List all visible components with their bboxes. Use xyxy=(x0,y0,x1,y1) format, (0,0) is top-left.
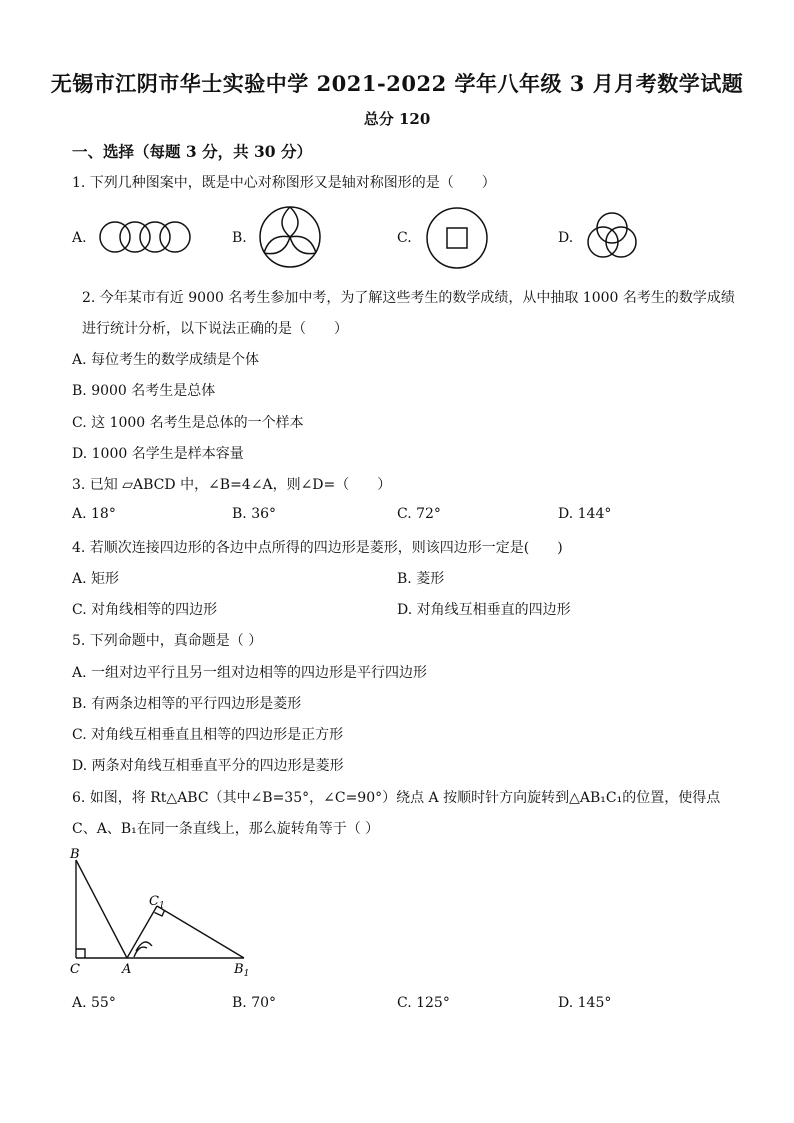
q1-option-d-figure xyxy=(585,210,639,260)
q4-option-c: C. 对角线相等的四边形 xyxy=(72,602,218,618)
q6-option-d: D. 145° xyxy=(558,995,612,1011)
q6-option-a: A. 55° xyxy=(72,995,116,1011)
q5-stem: 5. 下列命题中，真命题是（ ） xyxy=(72,633,263,649)
q6-option-c: C. 125° xyxy=(397,995,450,1011)
q5-option-a: A. 一组对边平行且另一组对边相等的四边形是平行四边形 xyxy=(72,665,428,681)
q6-rotation-figure xyxy=(64,845,264,980)
q4-option-d: D. 对角线互相垂直的四边形 xyxy=(397,602,571,618)
label-c1: $C_1$ xyxy=(149,894,165,911)
q1-option-a-figure xyxy=(98,218,192,258)
q2-option-a: A. 每位考生的数学成绩是个体 xyxy=(72,352,260,368)
q4-option-b: B. 菱形 xyxy=(397,571,445,587)
q2-option-b: B. 9000 名考生是总体 xyxy=(72,383,216,399)
q3-option-b: B. 36° xyxy=(232,506,277,522)
label-b1: $B_1$ xyxy=(234,962,250,979)
q1-option-a-label: A. xyxy=(72,230,87,246)
q1-option-b-label: B. xyxy=(232,230,247,246)
q1-option-d-label: D. xyxy=(558,230,574,246)
q6-stem-line1: 6. 如图，将 Rt△ABC（其中∠B=35°，∠C=90°）绕点 A 按顺时针方向旋转到△AB₁C₁的位置，使得点 xyxy=(72,790,721,806)
q1-option-c-figure xyxy=(424,206,490,270)
q3-option-d: D. 144° xyxy=(558,506,612,522)
q2-option-d: D. 1000 名学生是样本容量 xyxy=(72,446,244,462)
section-heading: 一、选择（每题 3 分，共 30 分） xyxy=(72,142,312,161)
q1-stem: 1. 下列几种图案中，既是中心对称图形又是轴对称图形的是（ ） xyxy=(72,175,496,191)
q6-stem-line2: C、A、B₁在同一条直线上，那么旋转角等于（ ） xyxy=(72,821,380,837)
total-score: 总分 120 xyxy=(363,110,431,128)
q2-stem-line2: 进行统计分析，以下说法正确的是（ ） xyxy=(82,321,348,337)
q5-option-c: C. 对角线互相垂直且相等的四边形是正方形 xyxy=(72,727,344,743)
q6-option-b: B. 70° xyxy=(232,995,277,1011)
q4-option-a: A. 矩形 xyxy=(72,571,120,587)
page-title: 无锡市江阴市华士实验中学 2021-2022 学年八年级 3 月月考数学试题 xyxy=(50,71,744,96)
q3-option-c: C. 72° xyxy=(397,506,441,522)
q2-option-c: C. 这 1000 名考生是总体的一个样本 xyxy=(72,415,304,431)
q3-option-a: A. 18° xyxy=(72,506,116,522)
q3-stem: 3. 已知 ▱ABCD 中，∠B=4∠A，则∠D=（ ） xyxy=(72,477,392,493)
q5-option-d: D. 两条对角线互相垂直平分的四边形是菱形 xyxy=(72,758,344,774)
q4-stem: 4. 若顺次连接四边形的各边中点所得的四边形是菱形，则该四边形一定是( ) xyxy=(72,540,563,556)
q2-stem-line1: 2. 今年某市有近 9000 名考生参加中考，为了解这些考生的数学成绩，从中抽取 1000 名考生的数学成绩 xyxy=(82,290,735,306)
q1-option-c-label: C. xyxy=(397,230,412,246)
q5-option-b: B. 有两条边相等的平行四边形是菱形 xyxy=(72,696,302,712)
label-b: B xyxy=(70,847,80,862)
label-a: A xyxy=(122,962,132,977)
q1-option-b-figure xyxy=(256,205,324,269)
label-c: C xyxy=(70,962,80,977)
